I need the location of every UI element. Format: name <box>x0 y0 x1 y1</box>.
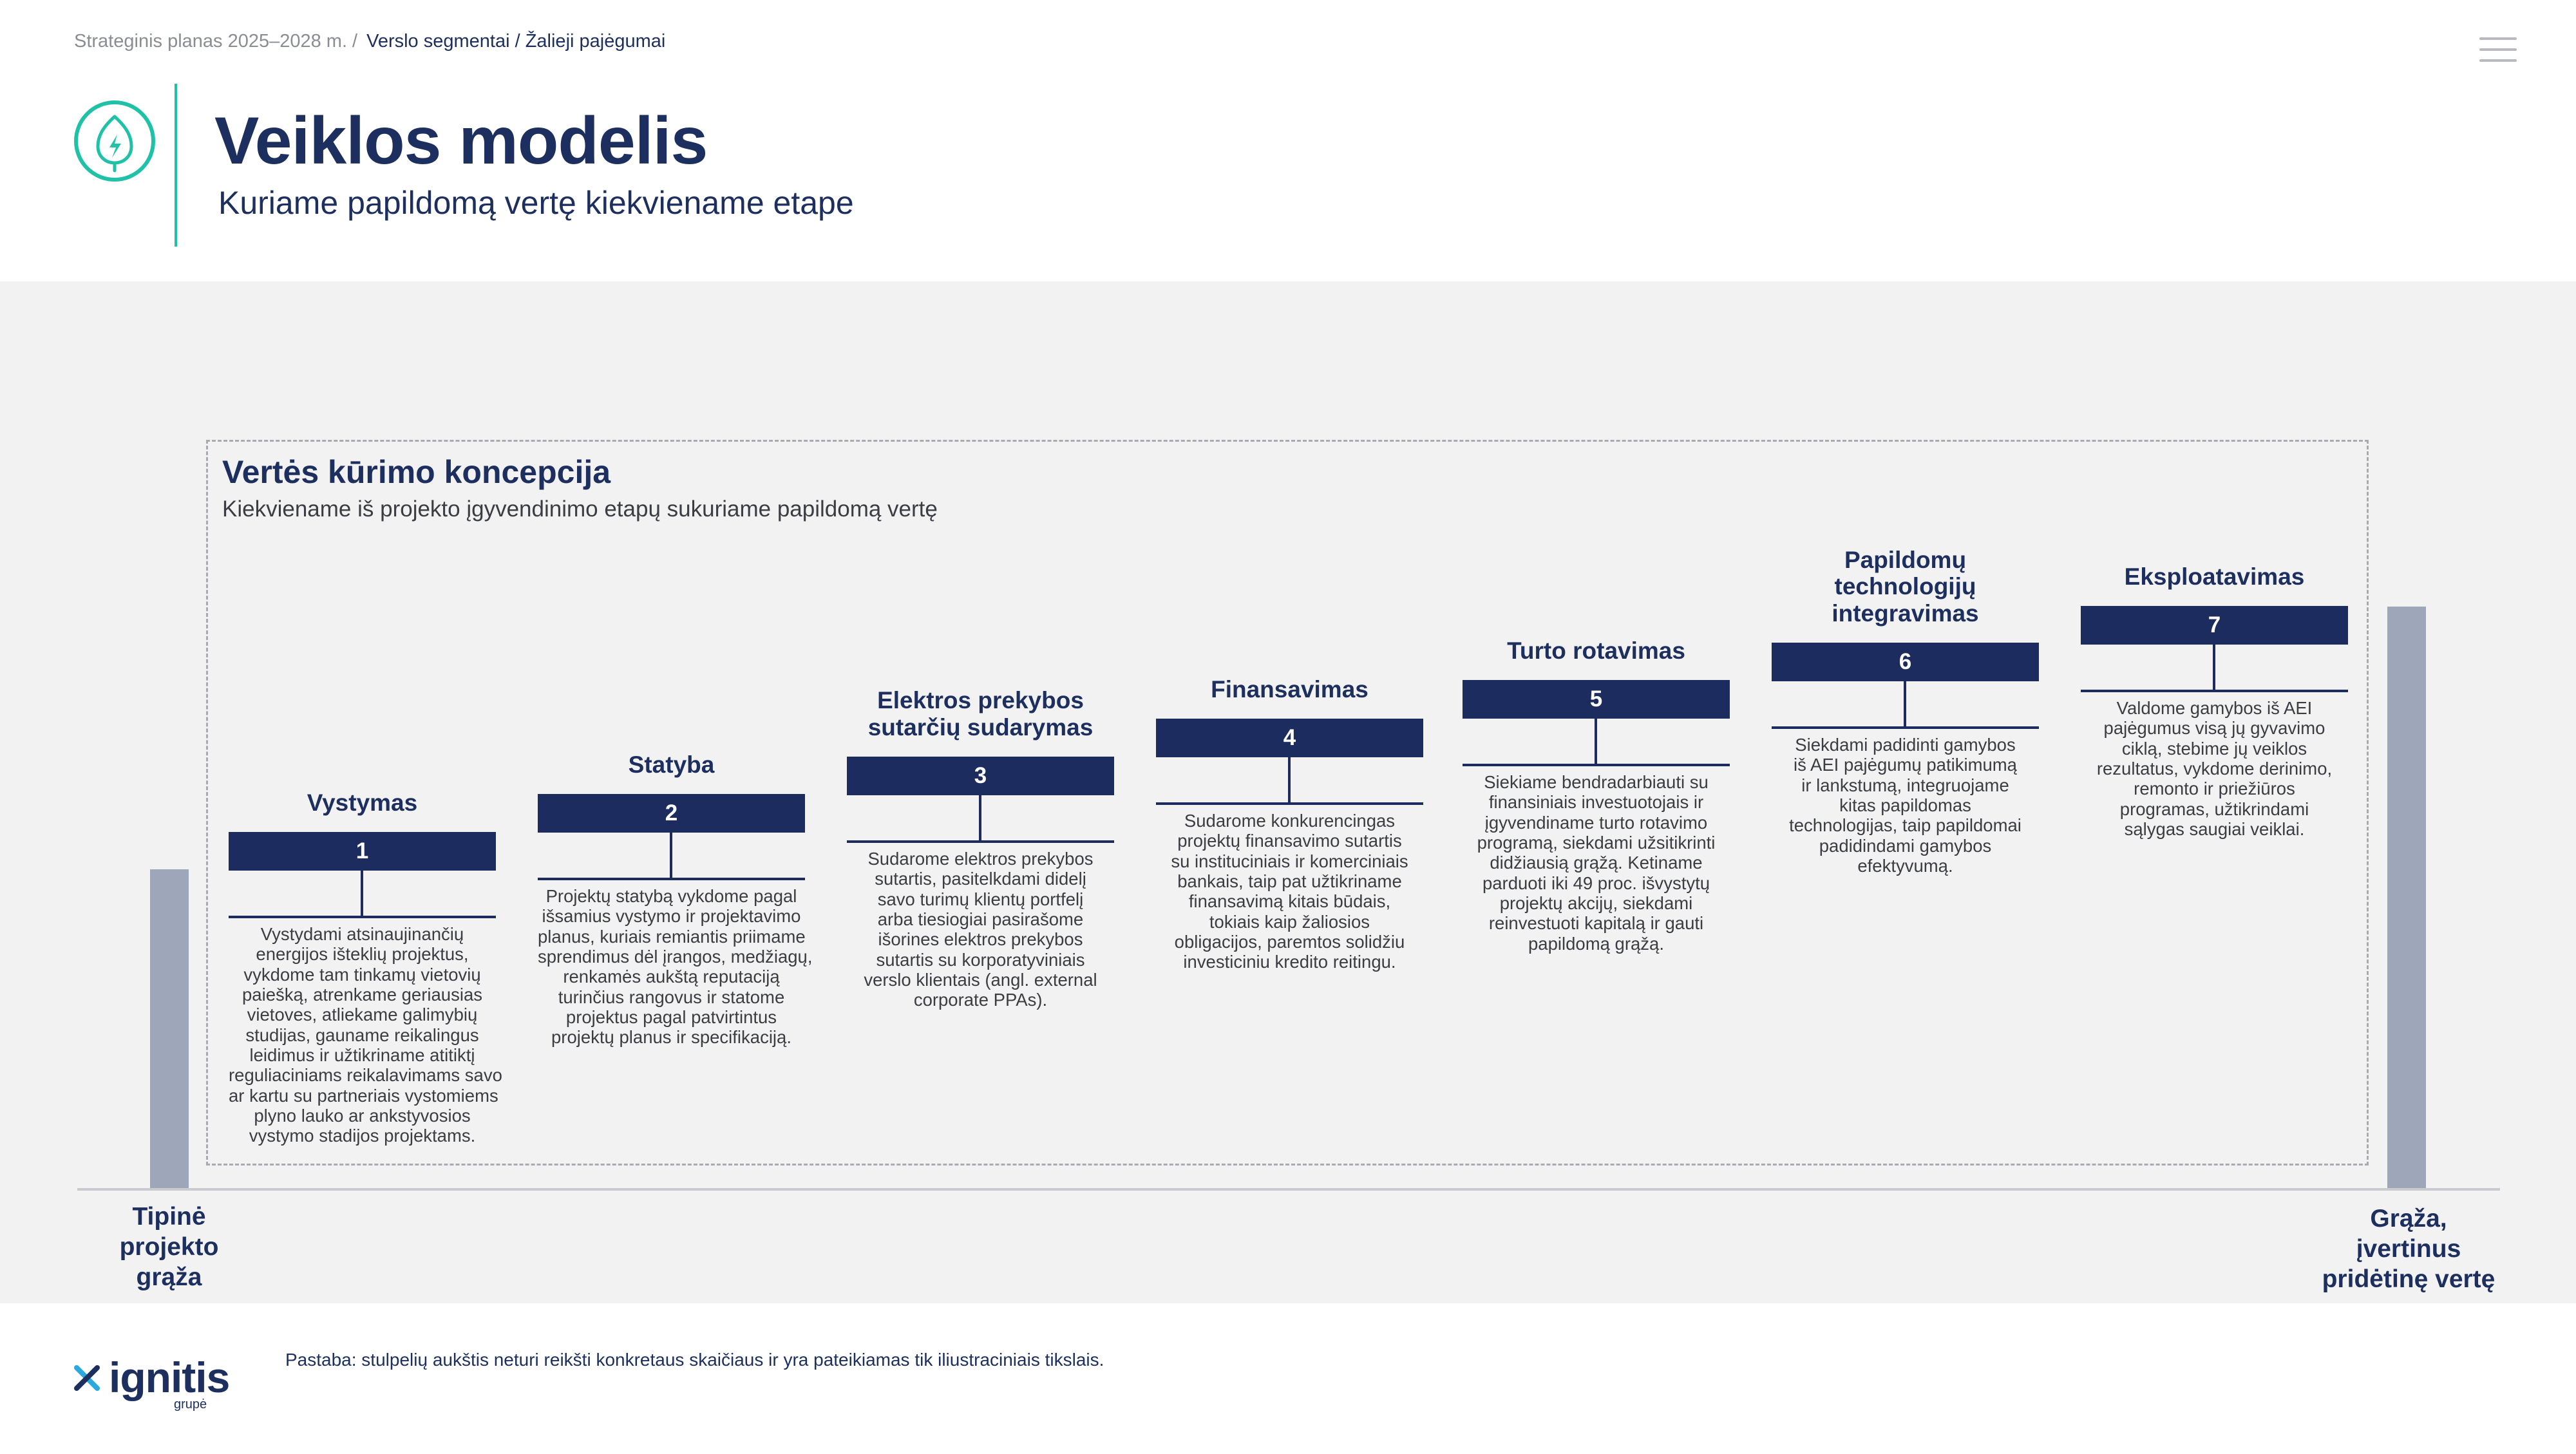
stage-7 <box>2081 563 2348 840</box>
title-divider <box>175 84 177 247</box>
stage-connector <box>1288 757 1291 802</box>
breadcrumb <box>74 31 665 52</box>
stage-title: Elektros prekybos sutarčių sudarymas <box>867 687 1094 741</box>
stage-3 <box>847 687 1114 1010</box>
added-value-return-bar <box>2387 607 2426 1188</box>
logo-subtext: grupė <box>174 1397 207 1412</box>
stage-underline <box>229 916 496 918</box>
breadcrumb-separator: / <box>352 31 358 52</box>
added-value-return-label: Grąža, įvertinus pridėtinę vertę <box>2322 1205 2496 1293</box>
stage-description: Vystydami atsinaujinančių energijos išteklių projektus, vykdome tam tinkamų vietovių paiešką, atrenkame geriausias vietoves, atliekame galimybių studijas, gauname reikalingus leidimus ir užtikriname atitiktį reguliaciniams reikalavimams savo ar kartu su partneriais vystomiems plyno lauko ar ankstyvosios vystymo stadijos projektams. <box>229 924 502 1146</box>
stage-connector <box>361 871 363 916</box>
stage-description: Siekiame bendradarbiauti su finansiniais investuotojais ir įgyvendiname turto rotavimo programą, siekdami užsitikrinti didžiausią grąžą. Ketiname parduoti iki 49 proc. išvystytų projektų akcijų, siekdami reinvestuoti kapitalą ir gauti papildomą grąžą. <box>1477 772 1716 954</box>
stage-underline <box>847 840 1114 843</box>
stage-4 <box>1156 676 1423 972</box>
stage-number: 5 <box>1463 680 1730 719</box>
concept-title: Vertės kūrimo koncepcija <box>222 454 611 490</box>
stage-description: Sudarome elektros prekybos sutartis, pasitelkdami didelį savo turimų klientų portfelį arba tiesiogiai pasirašome išorines elektros prekybos sutartis su korporatyviniais verslo klientais (angl. external corporate PPAs). <box>864 849 1097 1010</box>
stage-number: 3 <box>847 757 1114 795</box>
stage-description: Valdome gamybos iš AEI pajėgumus visą jų gyvavimo ciklą, stebime jų veiklos rezultatus, vykdome derinimo, remonto ir priežiūros programas, užtikrindami sąlygas saugiai veiklai. <box>2096 698 2333 840</box>
stage-underline <box>1156 802 1423 805</box>
stage-connector <box>2213 645 2215 690</box>
page-title: Veiklos modelis <box>214 104 708 178</box>
stage-underline <box>1772 726 2039 729</box>
axis-baseline <box>77 1188 2500 1191</box>
logo-word: ignitis <box>109 1354 230 1401</box>
leaf-bolt-icon <box>72 99 157 184</box>
stage-number: 6 <box>1772 643 2039 681</box>
stage-connector <box>1595 719 1597 764</box>
stage-connector <box>1904 681 1906 726</box>
concept-subtitle: Kiekviename iš projekto įgyvendinimo etapų sukuriame papildomą vertę <box>222 496 938 522</box>
stage-description: Projektų statybą vykdome pagal išsamius vystymo ir projektavimo planus, kuriais remiantis priimame sprendimus dėl įrangos, medžiagų, renkamės aukštą reputaciją turinčius rangovus ir statome projektus pagal patvirtintus projektų planus ir specifikaciją. <box>538 886 813 1048</box>
stage-connector <box>670 833 672 878</box>
ignitis-logo <box>73 1354 230 1412</box>
stage-number: 4 <box>1156 719 1423 757</box>
stage-title: Vystymas <box>307 789 418 817</box>
stage-title: Statyba <box>628 751 715 779</box>
stage-title: Turto rotavimas <box>1507 637 1685 665</box>
stage-underline <box>1463 764 1730 766</box>
stage-title: Eksploatavimas <box>2124 563 2305 590</box>
stage-title: Papildomų technologijų integravimas <box>1832 546 1979 627</box>
stage-number: 7 <box>2081 606 2348 645</box>
breadcrumb-root[interactable]: Strateginis planas 2025–2028 m. <box>74 31 348 52</box>
stage-number: 2 <box>538 794 805 833</box>
footnote: Pastaba: stulpelių aukštis neturi reikšti konkretaus skaičiaus ir yra pateikiamas tik iliustraciniais tikslais. <box>285 1350 1104 1370</box>
stage-2 <box>538 751 813 1048</box>
typical-return-label: Tipinė projekto grąža <box>119 1203 219 1291</box>
page-subtitle: Kuriame papildomą vertę kiekviename etape <box>218 185 854 221</box>
typical-return-bar <box>150 869 189 1188</box>
stage-underline <box>2081 690 2348 692</box>
stage-5 <box>1463 637 1730 954</box>
stage-6 <box>1772 546 2039 876</box>
breadcrumb-current[interactable]: Verslo segmentai / Žalieji pajėgumai <box>366 31 666 52</box>
stage-1 <box>229 789 502 1146</box>
menu-icon[interactable] <box>2479 37 2517 63</box>
stage-title: Finansavimas <box>1211 676 1368 703</box>
logo-mark-icon <box>73 1361 101 1397</box>
stage-description: Siekdami padidinti gamybos iš AEI pajėgumų patikimumą ir lankstumą, integruojame kitas papildomas technologijas, taip papildomai padidindami gamybos efektyvumą. <box>1789 735 2022 876</box>
stage-description: Sudarome konkurencingas projektų finansavimo sutartis su instituciniais ir komerciniais bankais, taip pat užtikriname finansavimą kitais būdais, tokiais kaip žaliosios obligacijos, paremtos solidžiu investiciniu kredito reitingu. <box>1171 811 1408 972</box>
stage-connector <box>979 795 981 840</box>
stage-number: 1 <box>229 832 496 871</box>
stage-underline <box>538 878 805 880</box>
